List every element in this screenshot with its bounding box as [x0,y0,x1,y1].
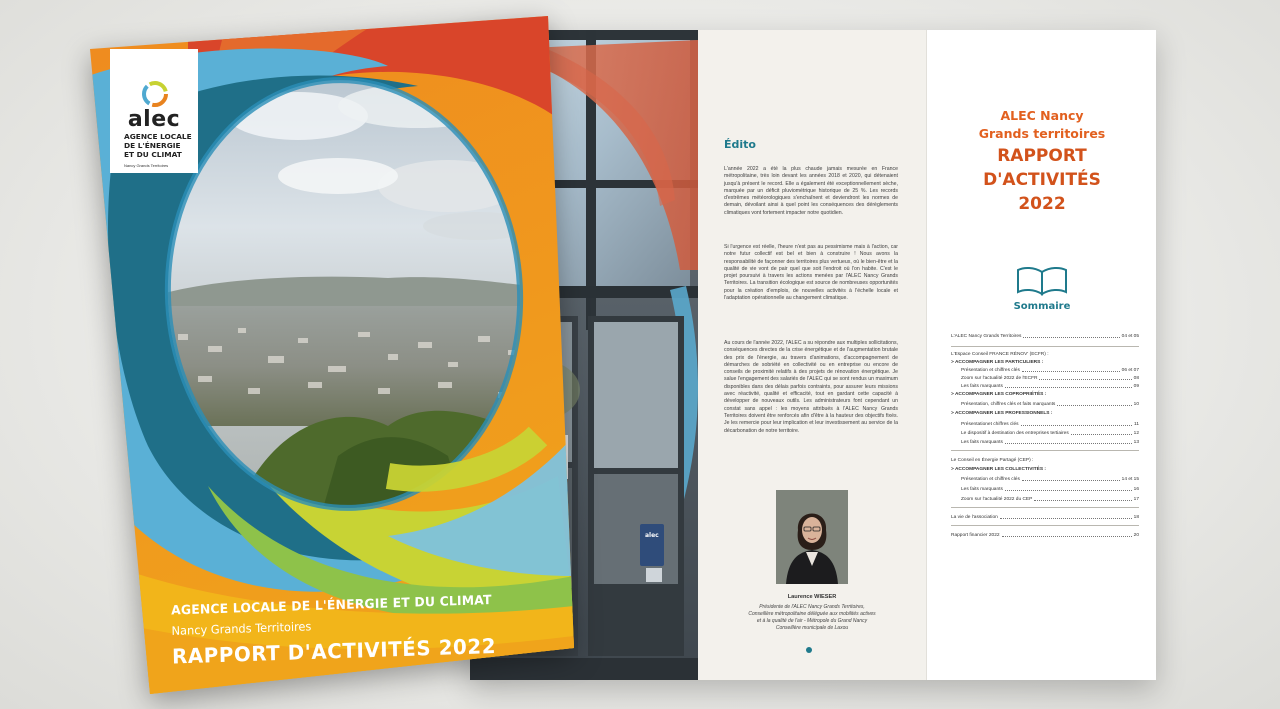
edito-page [698,30,926,680]
toc-entry-page: 17 [1133,497,1139,502]
toc-subsection-heading: > ACCOMPAGNER LES COLLECTIVITÉS : [951,467,1047,472]
toc-entry[interactable] [961,431,1139,436]
signer-role: Conseillère municipale de Laxou [775,625,849,631]
signer-role: et à la qualité de l'air - Métropole du Grand Nancy [756,618,868,624]
edito-paragraph: Si l'urgence est réelle, l'heure n'est pas au pessimisme mais à l'action, car notre futur collectif est bel et bien à construire ! Nous avons la responsabilité de façonner des territoires plus vertueux, où le bien-être et la qualité de vie vont de pair quel que soit l'endroit où l'on habite. C'est le projet poursuivi à travers les actions menées par l'ALEC Nancy Grands Territoires. La transition écologique est source de nombreuses opportunités pour la création d'emplois, de nouvelles activités à l'échelle locale et l'adaptation opérationnelle au changement climatique. [724,244,898,302]
toc-entry[interactable] [961,497,1139,502]
toc-entry-page: 10 [1133,402,1139,407]
toc-title: 2022 [1018,194,1066,214]
toc-divider [951,450,1139,451]
toc-entry-label: Zoom sur l'actualité 2022 du CEP [961,497,1033,502]
toc-entry[interactable] [951,515,1139,520]
cover-title-block [88,0,604,708]
toc-entry-label: Présentationet chiffres clés [961,422,1019,427]
toc-entry-page: 06 et 07 [1121,368,1139,373]
page-marker-dot [806,647,812,653]
toc-entry-label: Présentation et chiffres clés [961,477,1020,482]
toc-entry-page: 16 [1133,487,1139,492]
toc-entry[interactable] [961,384,1139,389]
cover-agency-name: AGENCE LOCALE DE L'ÉNERGIE ET DU CLIMAT [171,591,492,618]
logo-line: DE L'ÉNERGIE [124,141,181,150]
toc-entry-page: 11 [1134,422,1139,427]
toc-entry-page: 20 [1133,533,1139,538]
toc-entry-label: Rapport financier 2022 [951,533,1000,538]
edito-title: Édito [724,138,756,151]
report-cover [88,16,596,694]
logo-line: ET DU CLIMAT [124,150,182,159]
logo-wordmark: alec [127,107,181,132]
toc-entry[interactable] [961,422,1139,427]
toc-divider [951,507,1139,508]
toc-org-line: Grands territoires [978,126,1106,141]
toc-entry-label: Les faits marquants [961,440,1003,445]
toc-entry-page: 14 et 15 [1121,477,1139,482]
toc-entry-page: 12 [1133,431,1139,436]
toc-entry-label: Zoom sur l'actualité 2022 de l'ECFR [961,376,1038,381]
toc-entry-label: Les faits marquants [961,384,1003,389]
toc-entry[interactable] [961,440,1139,445]
signer-name: Laurence WIESER [787,594,837,600]
toc-title: RAPPORT [997,146,1087,166]
signer-role: Conseillère métropolitaine déléguée aux mobilités actives [748,611,876,617]
toc-entry[interactable] [961,368,1139,373]
cover-subtitle: Nancy Grands Territoires [171,619,312,639]
toc-entry-page: 18 [1133,515,1139,520]
toc-entry[interactable] [961,487,1139,492]
toc-entry[interactable] [961,477,1139,482]
sommaire-heading: Sommaire [1013,301,1071,312]
logo-tagline: Nancy Grands Territoires [124,163,169,168]
toc-entry-label: Présentation et chiffres clés [961,368,1020,373]
toc-entry[interactable] [951,334,1139,339]
toc-divider [951,525,1139,526]
toc-entry-label: Présentation, chiffres clés et faits marquants [961,402,1056,407]
toc-subsection-heading: > ACCOMPAGNER LES PARTICULIERS : [951,360,1044,365]
edito-paragraph: L'année 2022 a été la plus chaude jamais mesurée en France métropolitaine, très loin devant les années 2018 et 2020, qui détenaient jusqu'à présent le record. Elle a également été exceptionnellement sèche, marquée par un déficit pluviométrique historique de 25 %. Les records d'extrêmes météorologiques s'enchaînent et deviendront les normes de demain, dévoilant ainsi à quel point les conséquences des dérèglements climatiques vont fortement impacter notre quotidien. [724,166,898,216]
signer-role: Présidente de l'ALEC Nancy Grands Territoires, [759,604,865,610]
toc-section-heading: L'Espace Conseil FRANCE RÉNOV' (ECFR) : [951,352,1049,357]
cover-report-title: RAPPORT D'ACTIVITÉS 2022 [171,633,497,669]
toc-entry[interactable] [951,533,1139,538]
toc-subsection-heading: > ACCOMPAGNER LES PROFESSIONNELS : [951,411,1053,416]
signer-portrait [776,490,848,584]
open-book-icon [1016,266,1068,296]
door-logo-text: alec [645,532,659,539]
toc-entry-label: L'ALEC Nancy Grands Territoires [951,334,1022,339]
toc-entry[interactable] [961,402,1139,407]
logo-line: AGENCE LOCALE [124,132,192,141]
table-of-contents-page [926,30,1156,680]
toc-entry-page: 04 et 05 [1121,334,1139,339]
toc-org-line: ALEC Nancy [1000,108,1084,123]
toc-entry-page: 13 [1133,440,1139,445]
toc-entry-label: Le dispositif à destination des entreprises tertiaires [961,431,1069,436]
toc-title: D'ACTIVITÉS [983,170,1101,190]
toc-divider [951,346,1139,347]
toc-section-heading: Le Conseil en Énergie Partagé (CEP) : [951,458,1034,463]
toc-entry-page: 09 [1133,384,1139,389]
toc-entry-page: 08 [1133,376,1139,381]
toc-entry-label: Les faits marquants [961,487,1003,492]
toc-entry-label: La vie de l'association [951,515,998,520]
edito-paragraph: Au cours de l'année 2022, l'ALEC a su répondre aux multiples sollicitations, conséquences directes de la crise énergétique et de l'augmentation brutale des prix de l'énergie, au travers d'animations, d'accompagnement de démarches de sobriété en collectivité ou en entreprise ou encore de conseils de proximité relatifs à des projets de rénovation énergétique. Je salue l'engagement des salariés de l'ALEC qui se sont rendus un maximum disponibles dans des délais parfois contraints, pour assurer leurs missions avec réactivité, qualité et efficacité, tout en gardant cette capacité à développer de nouveaux outils. Les administrateurs font cependant un constat sans appel : les moyens attribués à l'ALEC Nancy Grands Territoires doivent être renforcés afin d'être à la hauteur des objectifs fixés. Je les remercie pour leur implication et leur investissement au service de la décarbonation de notre territoire. [724,340,898,434]
toc-subsection-heading: > ACCOMPAGNER LES COPROPRIÉTÉS : [951,392,1047,397]
toc-entry[interactable] [961,376,1139,381]
